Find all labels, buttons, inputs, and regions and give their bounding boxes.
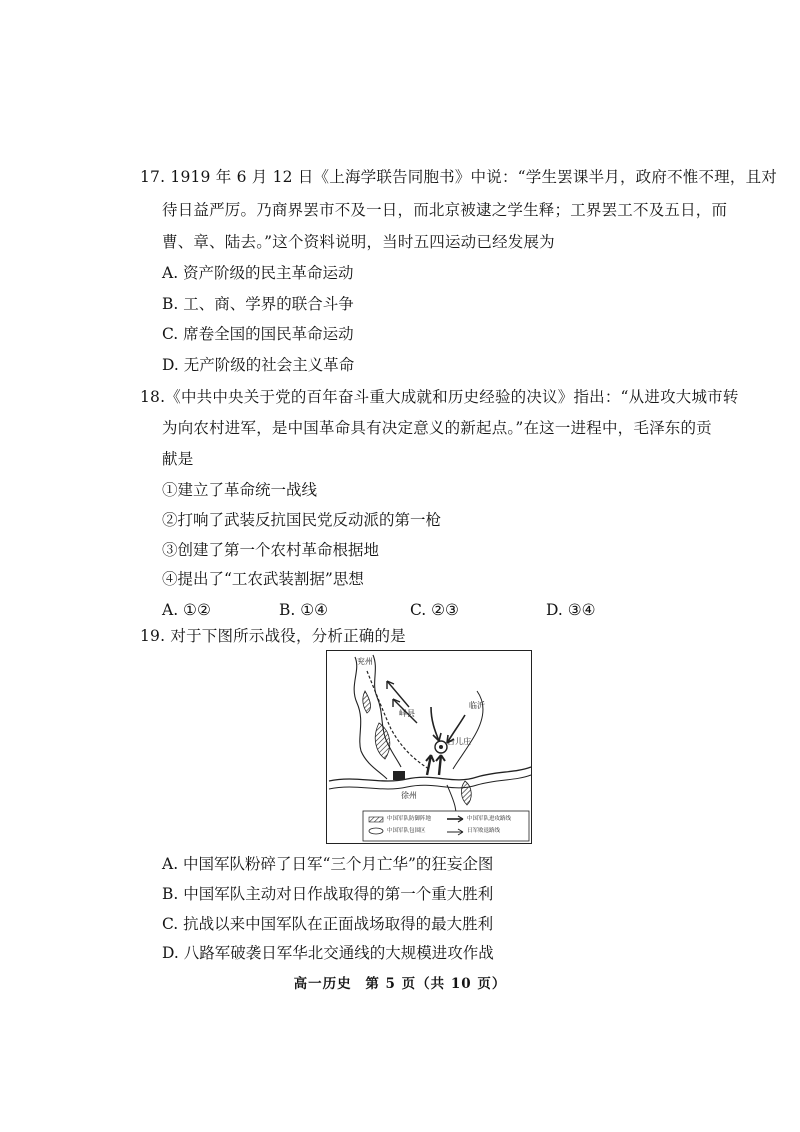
q18-option-a[interactable]: A. ①② <box>162 601 211 619</box>
q19-option-d[interactable]: D. 八路军破袭日军华北交通线的大规模进攻作战 <box>162 944 494 962</box>
legend-defense-label: 中国军队防御阵地 <box>387 816 432 822</box>
grand-canal <box>329 767 531 781</box>
battle-map <box>326 650 532 844</box>
legend-retreat-label: 日军败退路线 <box>467 828 501 834</box>
defense-area-north <box>363 691 371 713</box>
q18-item-2: ②打响了武装反抗国民党反动派的第一枪 <box>162 511 442 529</box>
defense-area-middle <box>375 723 390 759</box>
q18-item-3: ③创建了第一个农村革命根据地 <box>162 541 380 559</box>
label-yixian: 峄县 <box>399 709 415 718</box>
legend-encircle-label: 中国军队包围区 <box>387 828 426 834</box>
q17-option-a[interactable]: A. 资产阶级的民主革命运动 <box>162 264 354 282</box>
legend-attack-label: 中国军队进攻路线 <box>467 816 512 822</box>
footer-subject: 高一历史 <box>293 976 352 992</box>
label-xuzhou: 徐州 <box>401 791 417 800</box>
q17-stem-line-1: 17. 1919 年 6 月 12 日《上海学联告同胞书》中说：“学生罢课半月，政府不惟不理，且对 <box>140 168 777 186</box>
legend-defense-symbol <box>369 817 383 822</box>
q18-option-c[interactable]: C. ②③ <box>410 601 459 619</box>
label-yanzhou: 兖州 <box>357 657 373 666</box>
q19-option-a[interactable]: A. 中国军队粉碎了日军“三个月亡华”的狂妄企图 <box>162 855 494 873</box>
q17-option-d[interactable]: D. 无产阶级的社会主义革命 <box>162 356 355 374</box>
q18-option-d[interactable]: D. ③④ <box>546 601 596 619</box>
page-footer <box>0 972 800 992</box>
xuzhou-marker <box>393 771 405 780</box>
defense-area-east <box>461 781 471 805</box>
q18-stem-line-2: 为向农村进军，是中国革命具有决定意义的新起点。”在这一进程中，毛泽东的贡 <box>162 419 712 437</box>
q17-option-c[interactable]: C. 席卷全国的国民革命运动 <box>162 325 354 343</box>
q17-stem-line-2: 待日益严厉。乃商界罢市不及一日，而北京被逮之学生释；工界罢工不及五日，而 <box>162 201 728 219</box>
q18-item-1: ①建立了革命统一战线 <box>162 481 318 499</box>
footer-page-number: 第 5 页（共 10 页） <box>365 976 507 992</box>
q17-option-b[interactable]: B. 工、商、学界的联合斗争 <box>162 295 354 313</box>
taierzhuang-dot <box>439 745 443 749</box>
q19-option-b[interactable]: B. 中国军队主动对日作战取得的第一个重大胜利 <box>162 885 494 903</box>
q18-option-b[interactable]: B. ①④ <box>279 601 329 619</box>
q19-stem: 19. 对于下图所示战役，分析正确的是 <box>140 627 406 645</box>
q17-stem-line-3: 曹、章、陆去。”这个资料说明，当时五四运动已经发展为 <box>162 233 555 251</box>
label-taierzhuang: 台儿庄 <box>447 737 471 746</box>
label-linyi: 临沂 <box>469 701 485 710</box>
q18-stem-line-3: 献是 <box>162 450 194 468</box>
q19-option-c[interactable]: C. 抗战以来中国军队在正面战场取得的最大胜利 <box>162 915 494 933</box>
q18-stem-line-1: 18.《中共中央关于党的百年奋斗重大成就和历史经验的决议》指出：“从进攻大城市转 <box>140 388 739 406</box>
q18-item-4: ④提出了“工农武装割据”思想 <box>162 570 364 588</box>
railway-line <box>367 671 429 769</box>
